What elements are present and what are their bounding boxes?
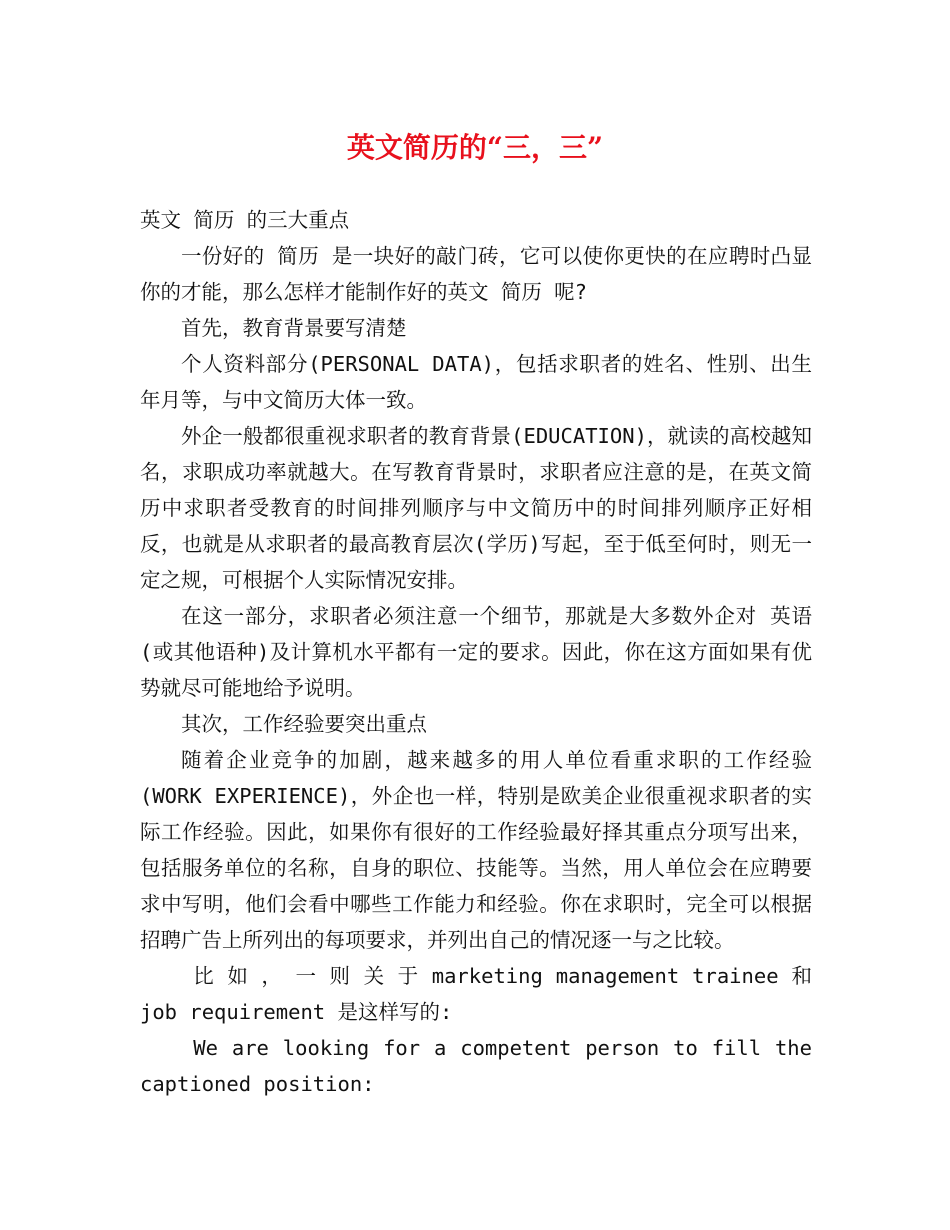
paragraph: 在这一部分，求职者必须注意一个细节，那就是大多数外企对 英语 (或其他语种)及计算机水平都有一定的要求。因此，你在这方面如果有优势就尽可能地给予说明。 <box>140 604 812 700</box>
section-heading: 英文 简历 的三大重点 <box>140 208 350 232</box>
subheading-education: 首先，教育背景要写清楚 <box>181 316 407 340</box>
paragraph: 外企一般都很重视求职者的教育背景(EDUCATION)，就读的高校越知名，求职成功率就越大。在写教育背景时，求职者应注意的是，在英文简历中求职者受教育的时间排列顺序与中文简历中的时间排列顺序正好相反，也就是从求职者的最高教育层次(学历)写起，至于低至何时，则无一定之规，可根据个人实际情况安排。 <box>140 424 812 592</box>
paragraph: We are looking for a competent person to fill the captioned position: <box>140 1036 812 1096</box>
paragraph: 个人资料部分(PERSONAL DATA)，包括求职者的姓名、性别、出生年月等，与中文简历大体一致。 <box>140 352 812 412</box>
paragraph: 比 如 ， 一 则 关 于 marketing management trainee 和 job requirement 是这样写的: <box>140 964 812 1024</box>
document-title: 英文简历的“三，三” <box>346 131 604 164</box>
paragraph: 随着企业竞争的加剧，越来越多的用人单位看重求职的工作经验(WORK EXPERIENCE)，外企也一样，特别是欧美企业很重视求职者的实际工作经验。因此，如果你有很好的工作经验最好择其重点分项写出来，包括服务单位的名称，自身的职位、技能等。当然，用人单位会在应聘要求中写明，他们会看中哪些工作能力和经验。你在求职时，完全可以根据招聘广告上所列出的每项要求，并列出自己的情况逐一与之比较。 <box>140 748 812 952</box>
document-body <box>140 202 812 1102</box>
subheading-work-experience: 其次，工作经验要突出重点 <box>181 712 427 736</box>
paragraph: 一份好的 简历 是一块好的敲门砖，它可以使你更快的在应聘时凸显你的才能，那么怎样才能制作好的英文 简历 呢? <box>140 244 812 304</box>
